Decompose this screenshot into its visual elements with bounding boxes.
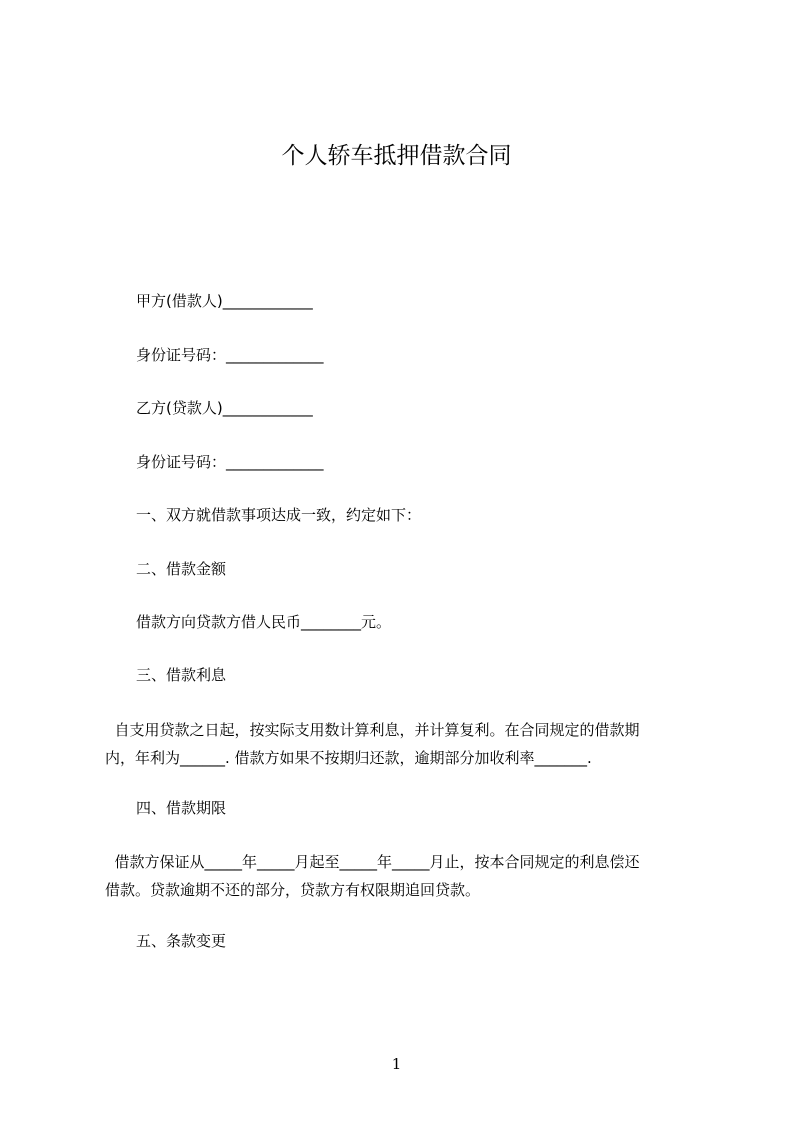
clause-2-body: 借款方向贷款方借人民币________元。 xyxy=(136,613,392,631)
clause-4-body-line-2: 借款。贷款逾期不还的部分，贷款方有权限期追回贷款。 xyxy=(105,881,481,899)
party-a-line: 甲方(借款人)____________ xyxy=(136,292,313,310)
clause-4-heading: 四、借款期限 xyxy=(136,799,227,817)
clause-3-body-line-1: 自支用贷款之日起，按实际支用数计算利息，并计算复利。在合同规定的借款期 xyxy=(105,721,640,739)
party-b-line: 乙方(贷款人)____________ xyxy=(136,399,313,417)
clause-3-body-line-2: 内，年利为______. 借款方如果不按期归还款，逾期部分加收利率_______. xyxy=(105,749,592,767)
clause-5-heading: 五、条款变更 xyxy=(136,932,227,950)
clause-4-body xyxy=(105,848,695,904)
clause-2-heading: 二、借款金额 xyxy=(136,560,227,578)
party-b-id-line: 身份证号码：_____________ xyxy=(136,453,324,471)
party-a-id-line: 身份证号码：_____________ xyxy=(136,346,324,364)
clause-1: 一、双方就借款事项达成一致，约定如下： xyxy=(136,506,422,524)
clause-3-heading: 三、借款利息 xyxy=(136,666,227,684)
clause-3-body xyxy=(105,716,695,772)
document-title: 个人轿车抵押借款合同 xyxy=(281,143,512,169)
page-number: 1 xyxy=(391,1055,402,1073)
clause-4-body-line-1: 借款方保证从_____年_____月起至_____年_____月止，按本合同规定的利息偿还 xyxy=(105,853,640,871)
